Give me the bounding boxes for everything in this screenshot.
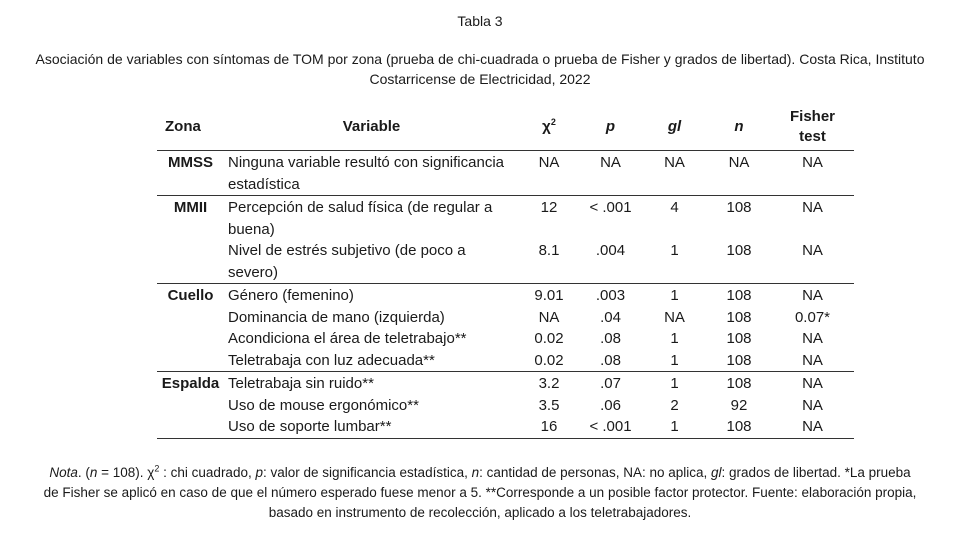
gl-cell: NA <box>664 154 685 171</box>
p-cell: .06 <box>600 396 621 414</box>
n-cell: 108 <box>726 375 752 392</box>
chi-cell: 9.01 <box>534 287 564 304</box>
note-label: Nota <box>49 465 78 480</box>
header-gl <box>642 104 707 151</box>
p-cell: .004 <box>595 242 626 259</box>
note-text: : grados de libertad. *La prueba de Fisher se aplicó en caso de que el número esperado fuese menor a 5. **Corresponde a un posible factor protector. Fuente: elaboración propia, basado en instrumento de recolección, aplicado a los teletrabajadores. <box>43 465 917 520</box>
header-chi-base: χ <box>542 118 551 135</box>
p-cell: < .001 <box>589 418 632 435</box>
zone-cell <box>157 350 224 372</box>
p-cell: < .001 <box>589 199 632 216</box>
p-cell: NA <box>600 154 621 171</box>
fisher-cell: NA <box>802 287 823 304</box>
zone-cell <box>157 328 224 350</box>
chi-cell: NA <box>538 154 560 171</box>
gl-cell: 1 <box>670 375 679 392</box>
note-text: : chi cuadrado, <box>159 465 256 480</box>
gl-cell: 1 <box>670 287 679 304</box>
header-n-text: n <box>734 118 744 135</box>
note-text: : valor de significancia estadística, <box>262 465 472 480</box>
note-chi-sup: 2 <box>154 463 160 474</box>
fisher-cell: NA <box>802 351 823 369</box>
chi-cell: 0.02 <box>534 330 564 347</box>
note-text: = 108). <box>97 465 148 480</box>
variable-cell: Teletrabaja sin ruido** <box>228 375 374 392</box>
p-cell: .04 <box>600 308 621 326</box>
header-zona: Zona <box>165 118 201 135</box>
variable-cell: Percepción de salud física (de regular a buena) <box>228 199 493 238</box>
zone-cell: Espalda <box>161 375 220 392</box>
n-cell: 92 <box>730 396 748 414</box>
table-row <box>157 416 854 438</box>
variable-cell: Uso de mouse ergonómico** <box>228 396 419 414</box>
zone-cell: MMII <box>173 199 208 216</box>
chi-cell: NA <box>538 308 560 326</box>
note-text: : cantidad de personas, NA: no aplica, <box>479 465 712 480</box>
gl-cell: NA <box>664 308 685 326</box>
variable-cell: Uso de soporte lumbar** <box>228 418 392 435</box>
gl-cell: 1 <box>670 418 679 435</box>
variable-cell: Género (femenino) <box>228 287 354 304</box>
variable-cell: Teletrabaja con luz adecuada** <box>228 351 435 369</box>
table-row <box>157 240 854 284</box>
p-cell: .07 <box>600 375 621 392</box>
header-chi-sup: 2 <box>550 117 556 127</box>
header-p <box>579 104 642 151</box>
zone-cell <box>157 395 224 417</box>
table-row <box>157 372 854 395</box>
zone-cell <box>157 240 224 284</box>
note-n: n <box>471 465 480 480</box>
n-cell: 108 <box>726 418 752 435</box>
note-n: n <box>89 465 98 480</box>
chi-cell: 3.2 <box>538 375 560 392</box>
gl-cell: 1 <box>670 242 679 259</box>
variable-cell: Ninguna variable resultó con significancia estadística <box>228 154 504 193</box>
fisher-cell: 0.07* <box>794 308 831 326</box>
note-gl: gl <box>711 465 722 480</box>
table-row <box>157 395 854 417</box>
variable-cell: Nivel de estrés subjetivo (de poco a severo) <box>228 242 466 281</box>
gl-cell: 1 <box>670 351 679 369</box>
table-row <box>157 350 854 372</box>
table-row <box>157 284 854 307</box>
note-chi: χ <box>147 465 155 480</box>
zone-cell <box>157 416 224 438</box>
n-cell: 108 <box>726 330 752 347</box>
table-note <box>40 463 920 523</box>
zone-cell: Cuello <box>167 287 214 304</box>
variable-cell: Dominancia de mano (izquierda) <box>228 308 445 326</box>
gl-cell: 2 <box>670 396 679 414</box>
table-title: Asociación de variables con síntomas de TOM por zona (prueba de chi-cuadrada o prueba de Fisher y grados de libertad). Costa Rica, Instituto Costarricense de Electricidad, 2022 <box>35 51 925 87</box>
fisher-cell: NA <box>802 396 823 414</box>
header-variable: Variable <box>342 118 401 135</box>
chi-cell: 3.5 <box>538 396 560 414</box>
zone-cell <box>157 307 224 329</box>
gl-cell: 1 <box>670 330 679 347</box>
table-label: Tabla 3 <box>457 13 503 29</box>
table-row <box>157 151 854 196</box>
table-row <box>157 328 854 350</box>
fisher-cell: NA <box>802 199 823 216</box>
zone-cell: MMSS <box>168 154 213 171</box>
n-cell: NA <box>728 154 750 171</box>
header-n <box>707 104 771 151</box>
table-body <box>157 151 854 439</box>
header-p-text: p <box>605 118 616 135</box>
p-cell: .08 <box>600 351 621 369</box>
gl-cell: 4 <box>670 199 679 216</box>
chi-cell: 12 <box>540 199 558 216</box>
note-p: p <box>255 465 263 480</box>
fisher-cell: NA <box>802 375 823 392</box>
chi-cell: 8.1 <box>538 242 560 259</box>
p-cell: .003 <box>595 287 626 304</box>
header-row <box>157 104 854 151</box>
results-table <box>157 104 854 439</box>
note-text: . ( <box>77 465 90 480</box>
fisher-cell: NA <box>802 330 823 347</box>
n-cell: 108 <box>726 199 752 216</box>
fisher-cell: NA <box>802 242 823 259</box>
n-cell: 108 <box>726 287 752 304</box>
n-cell: 108 <box>726 308 752 326</box>
chi-cell: 16 <box>540 418 558 435</box>
table-row <box>157 307 854 329</box>
chi-cell: 0.02 <box>534 351 564 369</box>
table-row <box>157 196 854 241</box>
fisher-cell: NA <box>802 154 823 171</box>
header-fisher: Fisher test <box>789 108 835 145</box>
fisher-cell: NA <box>802 418 823 435</box>
p-cell: .08 <box>600 330 621 347</box>
n-cell: 108 <box>726 351 752 369</box>
header-gl-text: gl <box>667 118 682 135</box>
variable-cell: Acondiciona el área de teletrabajo** <box>228 330 467 347</box>
n-cell: 108 <box>726 242 752 259</box>
header-chi <box>519 104 579 151</box>
